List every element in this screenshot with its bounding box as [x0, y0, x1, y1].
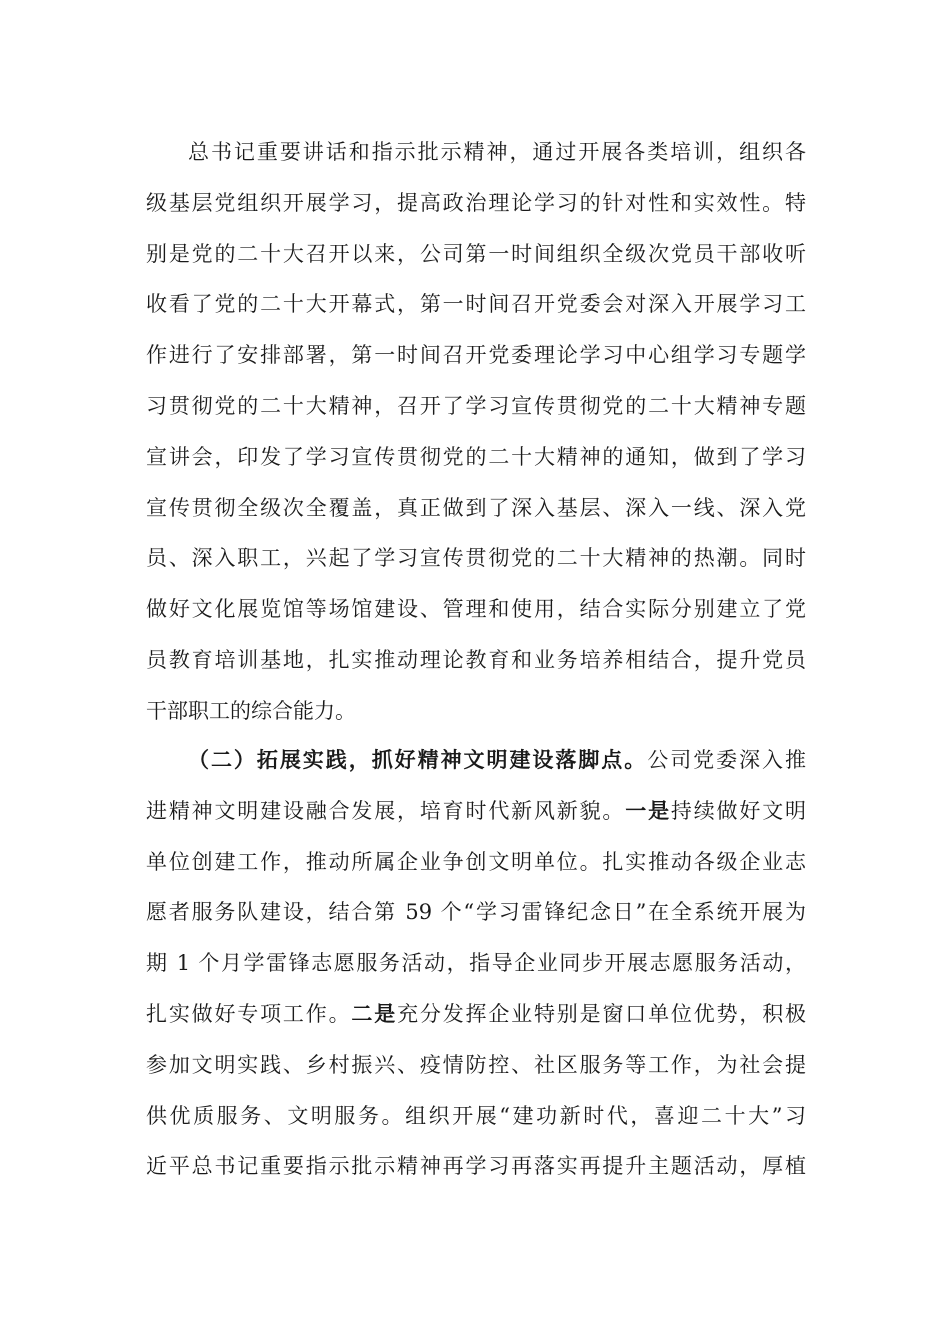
- text-line: 员、深入职工，兴起了学习宣传贯彻党的二十大精神的热潮。同时: [146, 546, 806, 571]
- text-line: 期 1 个月学雷锋志愿服务活动，指导企业同步开展志愿服务活动，: [146, 951, 806, 976]
- paragraph-2: [146, 735, 806, 1192]
- text-line: 供优质服务、文明服务。组织开展“建功新时代，喜迎二十大”习: [146, 1103, 806, 1128]
- text-line: 别是党的二十大召开以来，公司第一时间组织全级次党员干部收听: [146, 241, 806, 266]
- text-line: [146, 735, 806, 786]
- text-line: 做好文化展览馆等场馆建设、管理和使用，结合实际分别建立了党: [146, 597, 806, 622]
- text-line: 级基层党组织开展学习，提高政治理论学习的针对性和实效性。特: [146, 190, 806, 215]
- text-line: 习贯彻党的二十大精神，召开了学习宣传贯彻党的二十大精神专题: [146, 393, 806, 418]
- text-span: 扎实做好专项工作。: [146, 1001, 352, 1026]
- text-line: [146, 786, 806, 837]
- point-marker-1: 一是: [625, 797, 671, 823]
- text-line: [146, 989, 806, 1040]
- text-span: 公司党委深入推: [647, 748, 807, 772]
- text-line: 宣讲会，印发了学习宣传贯彻党的二十大精神的通知，做到了学习: [146, 444, 806, 469]
- text-line: 作进行了安排部署，第一时间召开党委理论学习中心组学习专题学: [146, 343, 806, 368]
- point-marker-2: 二是: [351, 1000, 398, 1026]
- text-line: 收看了党的二十大开幕式，第一时间召开党委会对深入开展学习工: [146, 292, 806, 317]
- text-span: 充分发挥企业特别是窗口单位优势，积极: [397, 1001, 807, 1026]
- text-span: 进精神文明建设融合发展，培育时代新风新貌。: [146, 798, 626, 823]
- text-line: 参加文明实践、乡村振兴、疫情防控、社区服务等工作，为社会提: [146, 1052, 806, 1077]
- text-line: 单位创建工作，推动所属企业争创文明单位。扎实推动各级企业志: [146, 849, 806, 874]
- text-line: 员教育培训基地，扎实推动理论教育和业务培养相结合，提升党员: [146, 647, 806, 672]
- text-line: 总书记重要讲话和指示批示精神，通过开展各类培训，组织各: [188, 140, 806, 164]
- paragraph-1: [146, 127, 806, 737]
- text-line: 宣传贯彻全级次全覆盖，真正做到了深入基层、深入一线、深入党: [146, 495, 806, 520]
- text-span: 持续做好文明: [670, 798, 807, 823]
- text-line: 愿者服务队建设，结合第 59 个“学习雷锋纪念日”在全系统开展为: [146, 900, 806, 925]
- section-heading: （二）拓展实践，抓好精神文明建设落脚点。: [188, 747, 648, 772]
- text-line: 近平总书记重要指示批示精神再学习再落实再提升主题活动，厚植: [146, 1154, 806, 1179]
- text-line: 干部职工的综合能力。: [146, 698, 356, 723]
